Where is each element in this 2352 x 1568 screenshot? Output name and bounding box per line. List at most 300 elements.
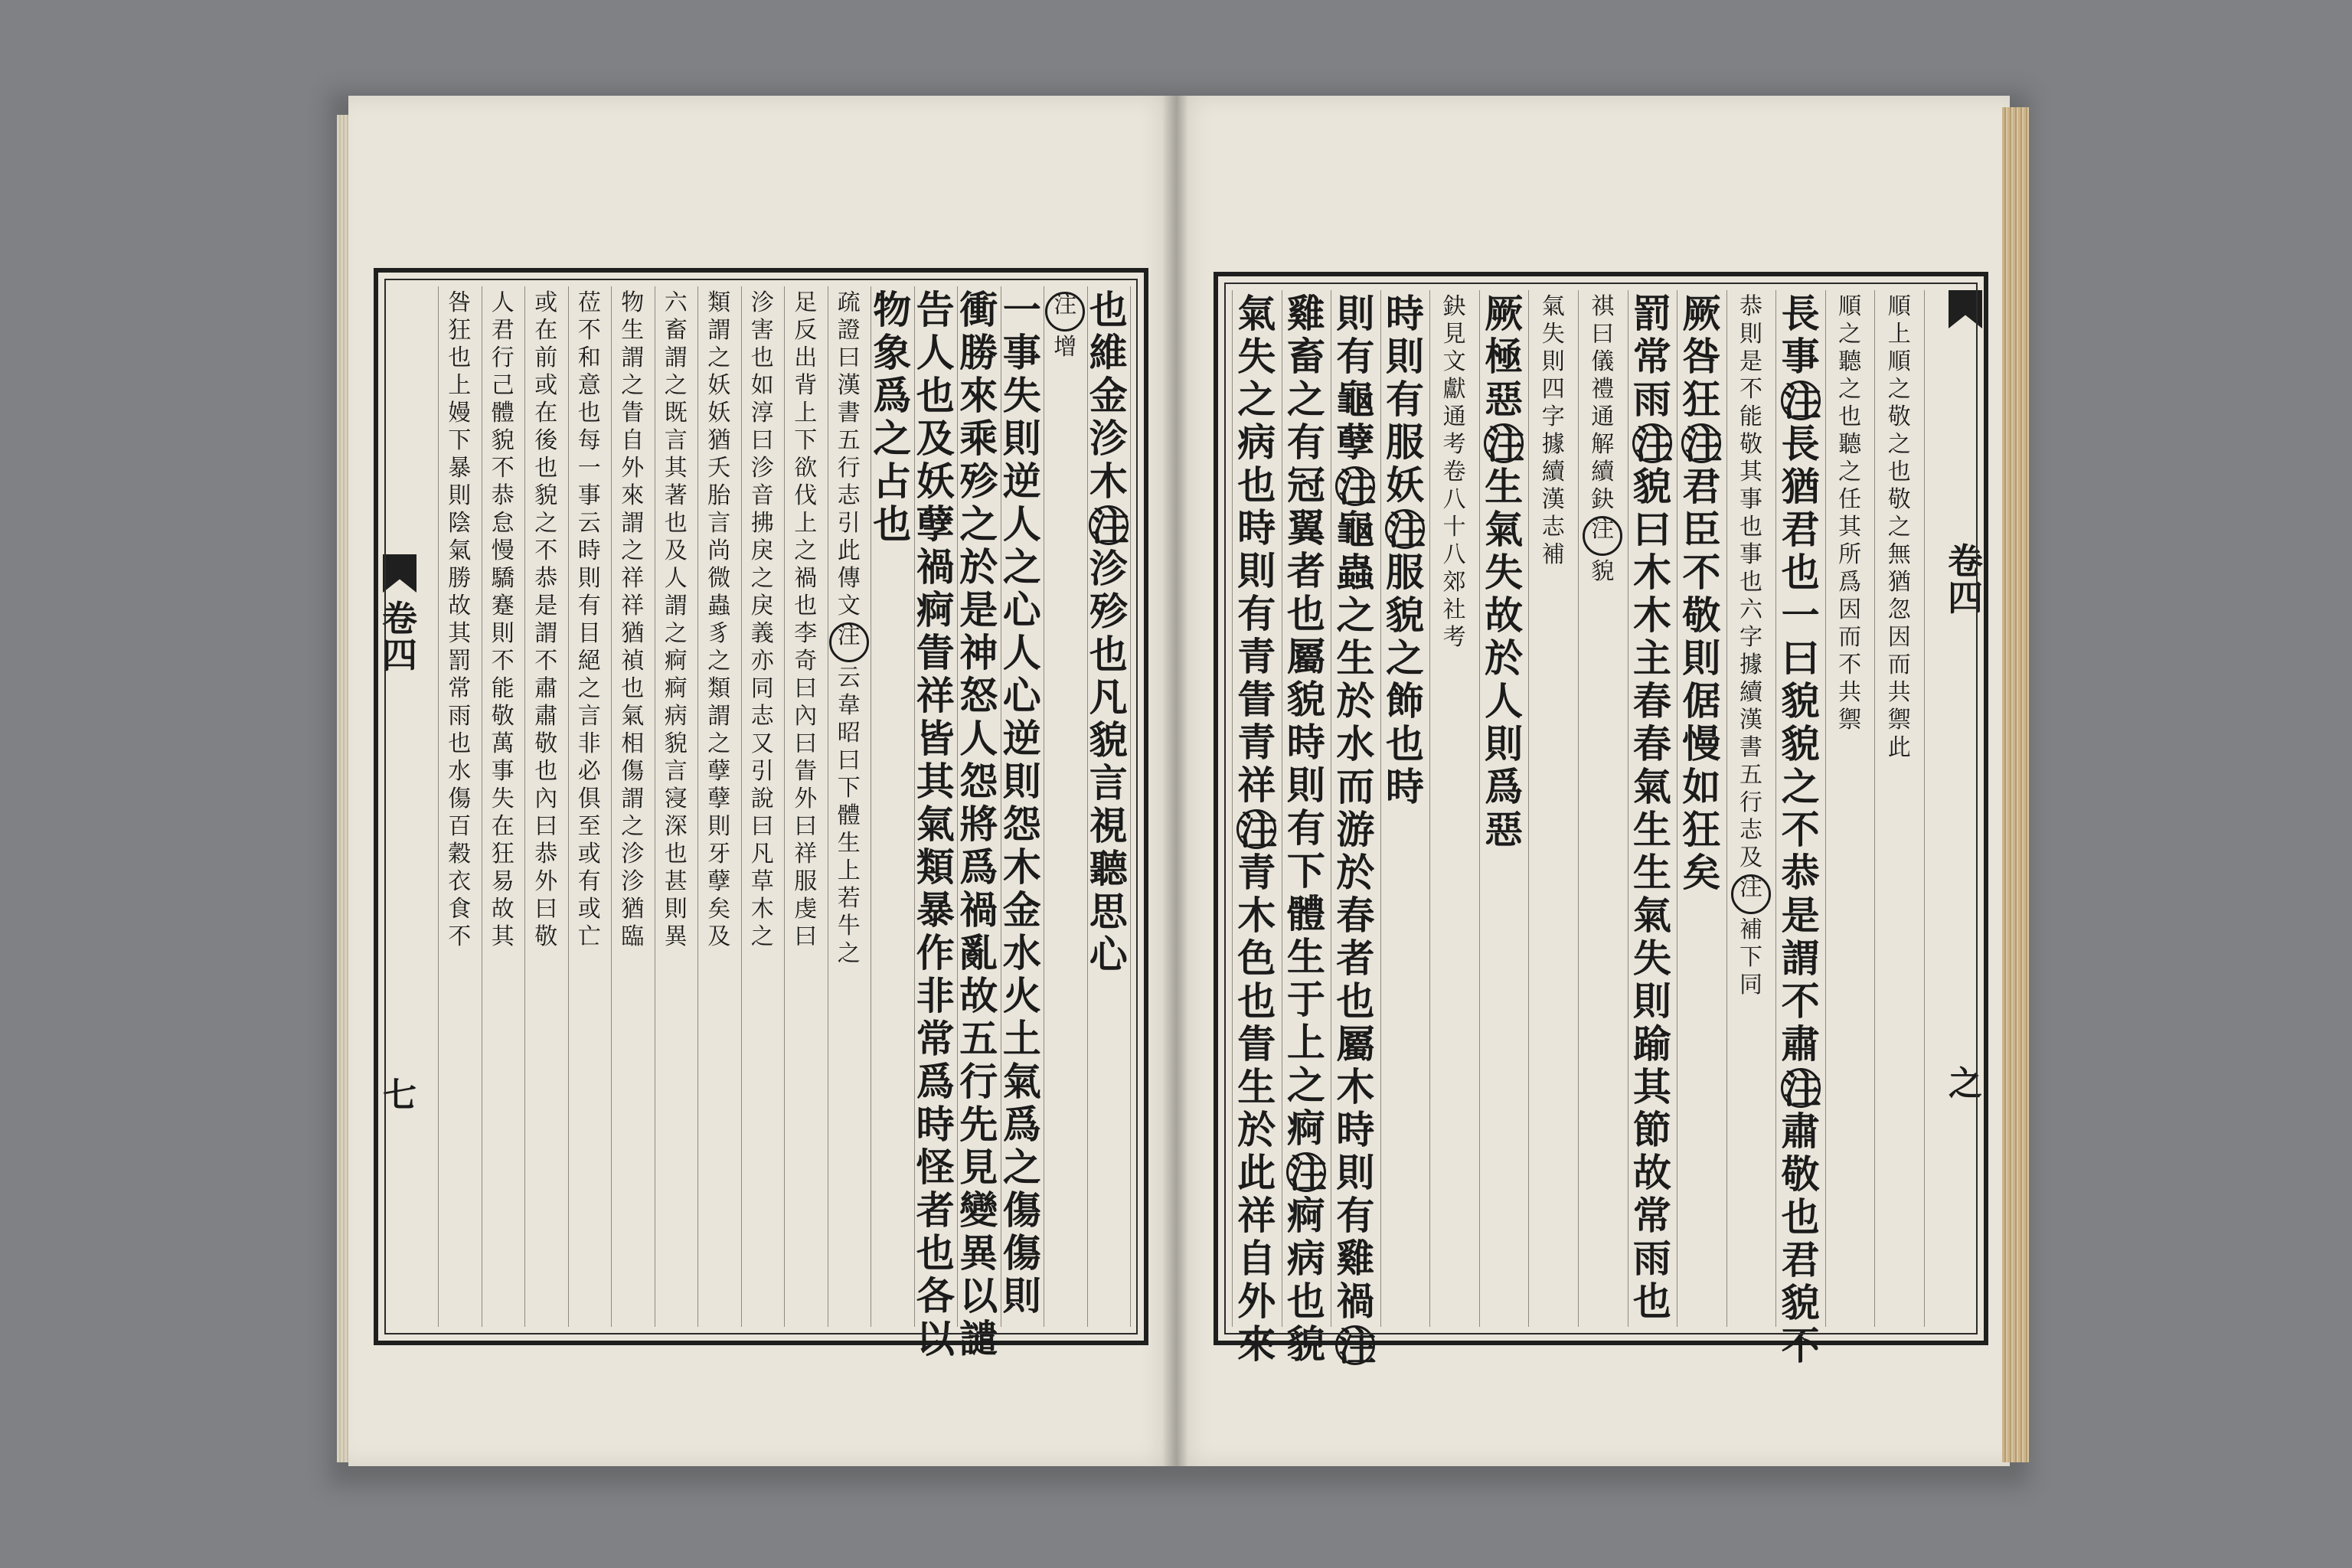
glyph: 忽	[1887, 596, 1911, 623]
glyph: 人	[916, 330, 955, 375]
glyph: 因	[1838, 596, 1862, 623]
glyph: 爲	[916, 1059, 955, 1104]
glyph: 傷	[448, 786, 472, 812]
glyph: 而	[1336, 764, 1375, 809]
glyph: 長	[1781, 421, 1820, 466]
glyph: 百	[448, 813, 472, 840]
glyph: 一	[577, 455, 601, 482]
glyph: 行	[1739, 789, 1762, 816]
glyph: 雨	[448, 703, 472, 730]
glyph: 沴	[1089, 416, 1128, 461]
glyph: 氣	[1002, 1059, 1041, 1104]
column-rule	[611, 286, 612, 1327]
glyph: 心	[1002, 673, 1041, 718]
glyph: 之	[1887, 431, 1911, 458]
glyph: 蟲	[1336, 550, 1375, 595]
glyph: 冠	[1286, 462, 1325, 508]
folio-number: 七	[383, 1076, 416, 1115]
glyph: 卷	[1442, 459, 1466, 485]
glyph: 共	[1838, 679, 1862, 706]
glyph: 也	[1632, 1279, 1671, 1324]
glyph: 則	[1336, 291, 1375, 336]
glyph: 順	[1887, 293, 1911, 320]
glyph: 志	[1739, 817, 1762, 844]
glyph: 此	[1237, 1150, 1276, 1195]
glyph: 或	[577, 841, 601, 867]
glyph: 思	[1089, 889, 1128, 934]
glyph: 其	[448, 620, 472, 647]
glyph: 云	[577, 510, 601, 537]
glyph: 曰	[1781, 635, 1820, 681]
glyph: 爲	[1002, 1102, 1041, 1147]
glyph: 淳	[750, 400, 774, 426]
glyph: 漢	[1541, 486, 1565, 513]
glyph: 生	[1632, 850, 1671, 895]
glyph: 水	[1002, 930, 1041, 975]
column-rule	[438, 286, 439, 1327]
glyph: 也	[1385, 721, 1424, 766]
glyph: 不	[1739, 376, 1762, 403]
glyph: 之	[707, 730, 731, 757]
glyph: 內	[534, 786, 558, 812]
glyph: 易	[491, 868, 514, 895]
glyph: 曰	[1591, 321, 1615, 348]
glyph: 敬	[534, 730, 558, 757]
glyph: 也	[448, 345, 472, 371]
glyph: 四	[1541, 376, 1565, 403]
glyph: 及	[664, 537, 688, 564]
main-text-column	[1001, 287, 1044, 1318]
glyph: 祥	[916, 673, 955, 718]
glyph: 貌	[1632, 464, 1671, 509]
glyph: 惡	[1485, 807, 1524, 852]
glyph: 貌	[534, 482, 558, 509]
glyph: 則	[1485, 721, 1524, 766]
glyph: 常	[1632, 1193, 1671, 1238]
glyph: 謂	[707, 317, 731, 344]
glyph: 通	[1442, 403, 1466, 430]
glyph: 生	[1485, 464, 1524, 509]
glyph: 任	[1838, 486, 1862, 513]
annotation-mark: 注	[1385, 509, 1425, 549]
glyph: 甚	[664, 868, 688, 895]
glyph: 故	[448, 593, 472, 619]
glyph: 外	[534, 868, 558, 895]
glyph: 譴	[959, 1316, 998, 1361]
glyph: 木	[1089, 459, 1128, 504]
glyph: 不	[534, 537, 558, 564]
glyph: 則	[1002, 1273, 1041, 1318]
glyph: 罰	[1632, 291, 1671, 336]
glyph: 人	[1485, 678, 1524, 724]
glyph: 行	[959, 1059, 998, 1104]
glyph: 聽	[1838, 431, 1862, 458]
glyph: 也	[1237, 978, 1276, 1024]
glyph: 之	[1887, 514, 1911, 541]
glyph: 證	[837, 317, 861, 344]
glyph: 怠	[491, 510, 514, 537]
glyph: 矣	[1682, 850, 1721, 895]
column-rule	[1578, 290, 1579, 1327]
glyph: 木	[1632, 550, 1671, 595]
glyph: 猶	[621, 620, 645, 647]
glyph: 類	[707, 289, 731, 316]
glyph: 也	[1089, 632, 1128, 677]
glyph: 沴	[621, 841, 645, 867]
glyph: 沴	[621, 868, 645, 895]
glyph: 倨	[1682, 678, 1721, 724]
glyph: 也	[794, 593, 818, 619]
glyph: 己	[491, 372, 514, 399]
glyph: 龜	[1336, 377, 1375, 422]
commentary-column	[1578, 293, 1628, 1319]
glyph: 韋	[837, 692, 861, 719]
glyph: 故	[491, 896, 514, 923]
glyph: 言	[664, 427, 688, 454]
glyph: 人	[491, 289, 514, 316]
glyph: 行	[837, 455, 861, 482]
commentary-column	[482, 289, 525, 1315]
glyph: 衣	[448, 868, 472, 895]
glyph: 八	[1442, 486, 1466, 513]
glyph: 青	[1237, 850, 1276, 895]
glyph: 祥	[621, 565, 645, 592]
glyph: 則	[1286, 763, 1325, 808]
glyph: 暴	[916, 887, 955, 933]
glyph: 之	[1838, 321, 1862, 348]
glyph: 之	[1838, 376, 1862, 403]
glyph: 也	[1739, 514, 1762, 541]
glyph: 病	[1237, 420, 1276, 465]
glyph: 或	[534, 372, 558, 399]
glyph: 及	[916, 416, 955, 461]
glyph: 類	[707, 675, 731, 702]
glyph: 志	[837, 482, 861, 509]
volume-label-char: 卷	[382, 598, 417, 639]
glyph: 事	[577, 482, 601, 509]
column-rule	[1825, 290, 1826, 1327]
glyph: 言	[577, 703, 601, 730]
glyph: 眚	[916, 630, 955, 675]
glyph: 微	[707, 565, 731, 592]
glyph: 失	[1541, 321, 1565, 348]
annotation-mark: 注	[1335, 466, 1375, 506]
fishtail-top	[1949, 290, 1982, 328]
glyph: 沴	[750, 289, 774, 316]
annotation-mark: 注	[1681, 423, 1721, 463]
glyph: 解	[1591, 431, 1615, 458]
glyph: 雨	[1632, 377, 1671, 422]
glyph: 則	[1739, 321, 1762, 348]
main-text-column	[1628, 291, 1677, 1324]
glyph: 于	[1286, 977, 1325, 1022]
glyph: 曰	[534, 896, 558, 923]
glyph: 翼	[1286, 505, 1325, 550]
glyph: 敬	[1739, 431, 1762, 458]
glyph: 目	[577, 620, 601, 647]
annotation-mark: 注	[1236, 809, 1276, 849]
glyph: 不	[491, 455, 514, 482]
glyph: 曰	[837, 747, 861, 774]
glyph: 於	[1485, 635, 1524, 681]
glyph: 敬	[534, 923, 558, 950]
glyph: 莅	[577, 289, 601, 316]
glyph: 君	[1781, 507, 1820, 552]
glyph: 咎	[1682, 334, 1721, 379]
glyph: 恭	[534, 565, 558, 592]
glyph: 勝	[448, 565, 472, 592]
annotation-mark: 注	[1781, 1068, 1821, 1108]
glyph: 肅	[1781, 1109, 1820, 1154]
glyph: 告	[916, 287, 955, 332]
column-rule	[1380, 290, 1381, 1327]
main-text-column	[914, 287, 958, 1361]
glyph: 每	[577, 427, 601, 454]
glyph: 之	[1237, 377, 1276, 422]
glyph: 氣	[1485, 507, 1524, 552]
glyph: 生	[1336, 635, 1375, 681]
glyph: 音	[750, 482, 774, 509]
glyph: 心	[1089, 932, 1128, 977]
glyph: 貌	[1089, 717, 1128, 763]
glyph: 體	[491, 400, 514, 426]
commentary-column	[611, 289, 655, 1315]
commentary-column	[1874, 293, 1924, 1319]
glyph: 見	[959, 1145, 998, 1190]
glyph: 妖	[707, 372, 731, 399]
glyph: 則	[1002, 759, 1041, 804]
right-print-frame	[1214, 272, 1988, 1369]
glyph: 而	[1838, 624, 1862, 651]
glyph: 時	[577, 537, 601, 564]
column-rule	[1479, 290, 1480, 1327]
annotation-mark: 注	[1089, 505, 1129, 545]
glyph: 下	[837, 775, 861, 802]
glyph: 肅	[534, 703, 558, 730]
glyph: 貌	[1286, 1321, 1325, 1367]
glyph: 之	[1385, 635, 1424, 681]
glyph: 體	[837, 802, 861, 829]
glyph: 其	[664, 455, 688, 482]
glyph: 也	[1739, 569, 1762, 596]
glyph: 也	[621, 675, 645, 702]
glyph: 志	[1541, 514, 1565, 541]
glyph: 之	[1336, 593, 1375, 638]
glyph: 病	[1286, 1236, 1325, 1281]
glyph: 之	[750, 565, 774, 592]
glyph: 文	[837, 593, 861, 619]
glyph: 節	[1632, 1107, 1671, 1152]
glyph: 義	[750, 620, 774, 647]
glyph: 禎	[621, 648, 645, 675]
glyph: 視	[1089, 803, 1128, 848]
glyph: 貌	[1781, 721, 1820, 766]
commentary-column	[784, 289, 828, 1315]
column-rule	[1775, 290, 1776, 1327]
glyph: 在	[534, 317, 558, 344]
glyph: 則	[707, 813, 731, 840]
glyph: 氣	[621, 703, 645, 730]
glyph: 內	[794, 703, 818, 730]
glyph: 於	[1237, 1107, 1276, 1152]
glyph: 於	[1336, 678, 1375, 724]
glyph: 游	[1336, 807, 1375, 852]
glyph: 也	[1286, 1279, 1325, 1324]
glyph: 至	[577, 813, 601, 840]
glyph: 殄	[959, 459, 998, 504]
glyph: 曰	[794, 675, 818, 702]
column-rules	[392, 286, 1130, 1327]
glyph: 踰	[1632, 1021, 1671, 1067]
glyph: 既	[664, 400, 688, 426]
glyph: 君	[1781, 1237, 1820, 1282]
glyph: 變	[959, 1187, 998, 1233]
glyph: 也	[1286, 591, 1325, 636]
glyph: 有	[577, 593, 601, 619]
main-text-column	[1232, 291, 1282, 1367]
glyph: 也	[916, 1230, 955, 1276]
volume-label-char: 卷	[1948, 541, 1983, 582]
glyph: 曰	[1632, 507, 1671, 552]
glyph: 主	[1632, 635, 1671, 681]
commentary-column	[438, 289, 482, 1315]
glyph: 孽	[916, 501, 955, 547]
glyph: 之	[959, 501, 998, 547]
glyph: 皆	[916, 716, 955, 761]
glyph: 則	[1002, 416, 1041, 461]
glyph: 畜	[664, 317, 688, 344]
glyph: 有	[1286, 805, 1325, 851]
glyph: 矣	[707, 896, 731, 923]
commentary-column	[524, 289, 568, 1315]
glyph: 惡	[1485, 377, 1524, 422]
glyph: 者	[1286, 548, 1325, 593]
glyph: 不	[1682, 550, 1721, 595]
column-rule	[957, 286, 958, 1327]
volume-label-char: 四	[1948, 577, 1983, 619]
glyph: 氣	[1237, 291, 1276, 336]
glyph: 有	[1286, 420, 1325, 465]
glyph: 之	[750, 923, 774, 950]
glyph: 時	[1237, 505, 1276, 550]
glyph: 慢	[491, 537, 514, 564]
glyph: 火	[1002, 973, 1041, 1018]
glyph: 於	[1336, 850, 1375, 895]
glyph: 亡	[577, 923, 601, 950]
glyph: 有	[1336, 1193, 1375, 1238]
glyph: 必	[577, 758, 601, 785]
glyph: 事	[1739, 541, 1762, 568]
glyph: 異	[664, 923, 688, 950]
glyph: 欲	[794, 455, 818, 482]
glyph: 水	[448, 758, 472, 785]
glyph: 禮	[1591, 376, 1615, 403]
glyph: 之	[707, 345, 731, 371]
glyph: 孽	[707, 786, 731, 812]
glyph: 傷	[1002, 1187, 1041, 1233]
glyph: 事	[1002, 330, 1041, 375]
glyph: 眚	[794, 758, 818, 785]
main-text-column	[1282, 291, 1331, 1367]
glyph: 物	[621, 289, 645, 316]
column-rule	[784, 286, 785, 1327]
glyph: 十	[1442, 514, 1466, 541]
glyph: 則	[1632, 978, 1671, 1024]
glyph: 是	[1739, 348, 1762, 375]
glyph: 也	[750, 345, 774, 371]
glyph: 自	[1237, 1236, 1276, 1281]
glyph: 以	[916, 1316, 955, 1361]
glyph: 牙	[707, 841, 731, 867]
glyph: 夭	[707, 455, 731, 482]
glyph: 沴	[1089, 546, 1128, 591]
glyph: 反	[794, 317, 818, 344]
glyph: 則	[491, 620, 514, 647]
glyph: 猶	[621, 896, 645, 923]
glyph: 也	[1781, 550, 1820, 595]
glyph: 續	[1591, 459, 1615, 485]
glyph: 曰	[794, 813, 818, 840]
glyph: 痾	[1286, 1193, 1325, 1238]
glyph: 而	[1887, 652, 1911, 678]
column-rule	[1726, 290, 1727, 1327]
glyph: 外	[1237, 1279, 1276, 1324]
annotation-mark: 注	[1286, 1152, 1326, 1192]
glyph: 貌	[1286, 677, 1325, 722]
glyph: 孽	[707, 758, 731, 785]
glyph: 謂	[621, 786, 645, 812]
glyph: 也	[664, 510, 688, 537]
glyph: 書	[837, 400, 861, 426]
glyph: 也	[873, 501, 912, 547]
glyph: 痾	[1286, 1106, 1325, 1151]
glyph: 爲	[1485, 764, 1524, 809]
glyph: 妖	[916, 459, 955, 504]
glyph: 時	[1385, 764, 1424, 809]
glyph: 和	[577, 345, 601, 371]
glyph: 曰	[750, 813, 774, 840]
glyph: 深	[664, 813, 688, 840]
glyph: 也	[1838, 403, 1862, 430]
glyph: 漢	[1739, 707, 1762, 733]
commentary-column	[568, 289, 612, 1315]
glyph: 時	[916, 1102, 955, 1147]
center-band-left	[378, 286, 421, 1327]
glyph: 龜	[1336, 507, 1375, 552]
glyph: 足	[794, 289, 818, 316]
glyph: 或	[577, 896, 601, 923]
glyph: 據	[1739, 652, 1762, 678]
glyph: 故	[1485, 593, 1524, 638]
glyph: 聽	[1838, 348, 1862, 375]
glyph: 儀	[1591, 348, 1615, 375]
glyph: 貌	[1591, 558, 1615, 585]
glyph: 服	[794, 868, 818, 895]
column-rule	[1087, 286, 1088, 1327]
commentary-column	[655, 289, 698, 1315]
glyph: 嫚	[448, 400, 472, 426]
glyph: 沴	[750, 455, 774, 482]
glyph: 之	[837, 940, 861, 967]
glyph: 爲	[873, 373, 912, 418]
glyph: 氣	[1541, 293, 1565, 320]
glyph: 疏	[837, 289, 861, 316]
glyph: 人	[959, 716, 998, 761]
glyph: 敬	[1682, 593, 1721, 638]
glyph: 此	[837, 537, 861, 564]
glyph: 之	[1887, 376, 1911, 403]
glyph: 因	[1887, 624, 1911, 651]
